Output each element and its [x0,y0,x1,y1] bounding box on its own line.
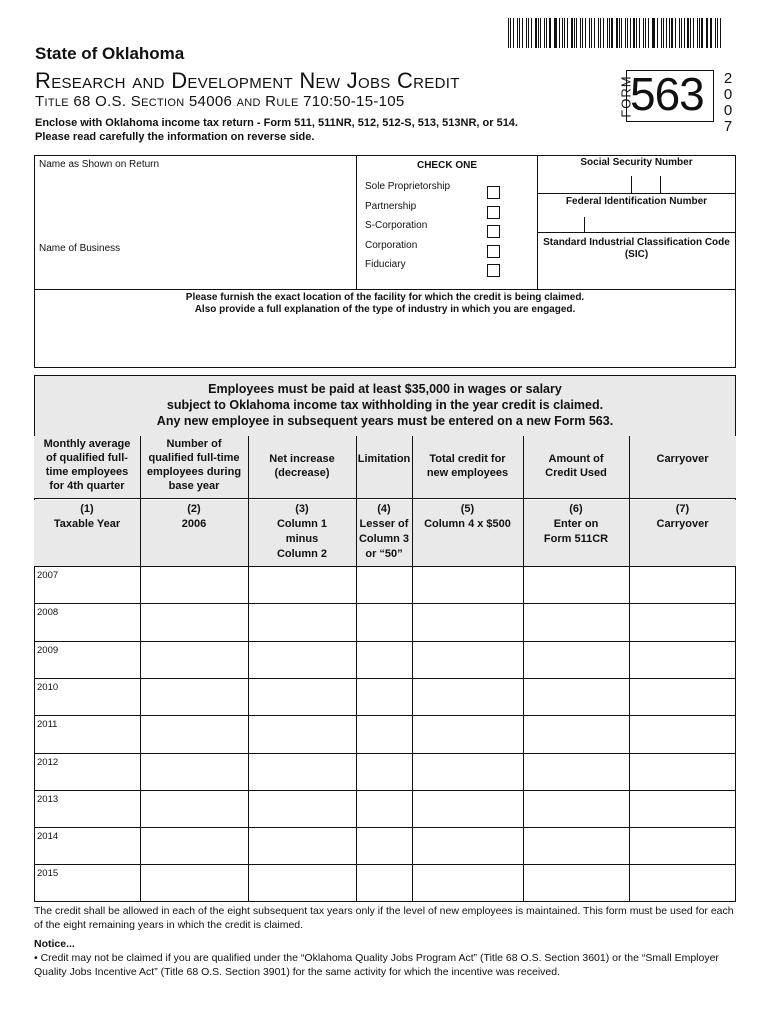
barcode-bar [591,18,593,48]
barcode-bar [643,18,644,48]
entry-cell[interactable] [141,791,247,826]
entry-cell[interactable] [524,828,628,863]
ssn-divider [631,176,632,193]
barcode-bar [639,18,640,48]
barcode-bar [603,18,604,48]
entry-cell[interactable] [141,865,247,900]
instruction-read: Please read carefully the information on reverse side. [35,131,315,143]
column-header-line: Total credit for [429,453,506,465]
entry-cell[interactable] [141,604,247,639]
barcode-bar [540,18,541,48]
entry-cell[interactable] [630,604,735,639]
year-label: 2007 [37,570,59,581]
column-number-line: Column 1 [276,518,328,530]
barcode-bar [594,18,595,48]
entry-cell[interactable] [524,642,628,677]
barcode-bar [600,18,601,48]
instruction-enclose: Enclose with Oklahoma income tax return - Form 511, 511NR, 512, 512-S, 513, 513NR, or 514. [35,117,518,129]
barcode-bar [669,18,670,48]
notice-text: • Credit may not be claimed if you are qualified under the “Oklahoma Quality Jobs Program Act” (Title 68 O.S. Section 3601) or the “Small Employer Quality Jobs Incentive Act” (Title 68 O.S. Section 3901) for the same activity for which the incentive was received. [34,952,719,978]
entry-cell[interactable] [357,828,411,863]
state-name: State of Oklahoma [35,44,185,63]
barcode-bar [508,18,509,48]
entry-cell[interactable] [357,865,411,900]
barcode-bar [544,18,545,48]
barcode-bar [715,18,716,48]
barcode-bar [589,18,590,48]
column-number-header [412,502,523,532]
wage-notice-line-2: subject to Oklahoma income tax withholding in the year credit is claimed. [166,398,604,412]
entity-option-label: Fiduciary [365,259,406,270]
barcode-bar [699,18,700,48]
barcode-bar [538,18,539,48]
barcode-bar [535,18,537,48]
barcode-bar [621,18,622,48]
entry-cell[interactable] [524,567,628,602]
entity-checkbox[interactable] [487,264,500,277]
entry-cell[interactable] [357,754,411,789]
column-header-line: (decrease) [274,467,330,479]
entry-cell[interactable] [249,754,355,789]
entity-checkbox[interactable] [487,245,500,258]
barcode-bar [562,18,563,48]
column-number-line: Form 511CR [543,533,609,545]
year-label: 2010 [37,681,59,693]
barcode-bar [648,18,649,48]
entry-cell[interactable] [141,567,247,602]
ssn-field[interactable] [537,176,736,193]
entry-cell[interactable] [357,716,411,751]
form-title: Research and Development New Jobs Credit [35,68,460,93]
barcode-bar [681,18,682,48]
entry-cell[interactable] [630,567,735,602]
column-header [629,452,736,466]
barcode-bar [576,18,577,48]
location-line-2: Also provide a full explanation of the type of industry in which you are engaged. [194,304,576,315]
barcode-bar [627,18,628,48]
column-header-line: base year [168,480,220,492]
column-number-line: Carryover [656,518,709,530]
check-one-label: CHECK ONE [416,160,477,171]
column-header [412,452,523,480]
entry-cell[interactable] [630,865,735,900]
form-number: 563 [630,68,704,120]
entry-cell[interactable] [249,679,355,714]
divider [34,289,736,290]
column-number-header [523,502,629,547]
column-number-line: (2) [187,503,201,515]
sic-label-text: Standard Industrial Classification Code [543,237,730,248]
column-header-line: Credit Used [545,467,607,479]
barcode-bar [661,18,662,48]
column-number-line: Column 2 [276,548,328,560]
footer [34,904,734,979]
entry-cell[interactable] [524,865,628,900]
year-label: 2012 [37,756,59,768]
barcode-bar [633,18,635,48]
column-number-line: Taxable Year [53,518,121,530]
barcode-bar [517,18,519,48]
wage-notice [34,375,736,437]
barcode-bar [679,18,680,48]
entity-option-label: S-Corporation [365,220,428,231]
column-header-line: Carryover [656,453,709,465]
entity-checkbox[interactable] [487,206,500,219]
barcode-bar [519,18,520,48]
year-digit: 0 [723,86,733,103]
entry-cell[interactable] [413,642,522,677]
entry-cell[interactable] [141,679,247,714]
sic-field[interactable] [537,262,736,289]
entry-cell[interactable] [524,604,628,639]
name-label: Name as Shown on Return [39,159,160,170]
sic-label-sub: (SIC) [624,249,649,260]
entry-cell[interactable] [357,604,411,639]
barcode-bar [630,18,631,48]
column-header [523,452,629,480]
barcode-bar [546,18,547,48]
barcode-bar [653,18,655,48]
barcode-bar [687,18,689,48]
footer-paragraph: The credit shall be allowed in each of the eight subsequent tax years only if the level of new employees is maintained. This form must be used for each of the eight remaining years in which the credit is claimed. [34,905,734,931]
barcode-bar [663,18,664,48]
barcode-bar [697,18,698,48]
column-header-line: Limitation [357,453,411,465]
barcode-bar [690,18,691,48]
column-number-line: (1) [80,503,94,515]
column-header [34,437,140,493]
year-label: 2013 [37,793,59,805]
column-header-line: Net increase [269,453,335,465]
barcode [508,18,724,48]
year-digit: 7 [723,118,733,135]
barcode-bar [528,18,529,48]
barcode-bar [564,18,565,48]
entry-cell[interactable] [413,791,522,826]
entry-cell[interactable] [413,604,522,639]
location-field[interactable] [34,318,736,366]
entry-cell[interactable] [413,865,522,900]
sic-label [537,237,736,261]
column-header-line: for 4th quarter [49,480,125,492]
entry-cell[interactable] [630,754,735,789]
barcode-bar [611,18,613,48]
barcode-bar [675,18,676,48]
divider [537,193,736,194]
wage-notice-line-3: Any new employee in subsequent years must be entered on a new Form 563. [156,414,614,428]
entry-cell[interactable] [141,716,247,751]
barcode-bar [619,18,620,48]
entry-cell[interactable] [249,865,355,900]
entry-cell[interactable] [249,604,355,639]
column-number-line: (5) [460,503,475,515]
barcode-bar [701,18,702,48]
column-number-line: (7) [675,503,690,515]
entry-cell[interactable] [524,679,628,714]
barcode-bar [717,18,718,48]
column-header-line: Monthly average [43,438,131,450]
column-number-line: (4) [377,503,391,515]
entity-option-label: Sole Proprietorship [365,181,451,192]
year-label: 2015 [37,868,59,880]
barcode-bar [571,18,573,48]
entry-cell[interactable] [630,679,735,714]
entry-cell[interactable] [357,642,411,677]
barcode-bar [636,18,637,48]
entry-cell[interactable] [357,567,411,602]
column-header-line: new employees [426,467,509,479]
column-header-line: Amount of [548,453,604,465]
entry-cell[interactable] [249,791,355,826]
entry-cell[interactable] [630,642,735,677]
barcode-bar [645,18,646,48]
barcode-bar [666,18,667,48]
notice-title: Notice... [34,938,75,950]
business-field[interactable] [34,237,357,238]
column-header [248,452,356,480]
entry-cell[interactable] [357,679,411,714]
barcode-bar [510,18,511,48]
entry-cell[interactable] [249,642,355,677]
barcode-bar [526,18,527,48]
ssn-label: Social Security Number [580,157,693,168]
barcode-bar [693,18,694,48]
entry-cell[interactable] [524,716,628,751]
form-subtitle: Title 68 O.S. Section 54006 and Rule 710:50-15-105 [35,93,405,110]
entity-checkbox[interactable] [487,225,500,238]
entity-option-label: Corporation [365,239,418,251]
barcode-bar [585,18,586,48]
location-line-1: Please furnish the exact location of the facility for which the credit is being claimed. [185,292,585,303]
name-field[interactable] [34,155,357,290]
barcode-bar [549,18,551,48]
entry-cell[interactable] [413,716,522,751]
entry-cell[interactable] [249,716,355,751]
year-digit: 2 [723,70,733,87]
location-instructions [34,292,736,316]
wage-notice-line-1: Employees must be paid at least $35,000 in wages or salary [208,382,562,396]
column-header-line: time employees [45,466,129,478]
barcode-bar [652,18,653,48]
business-label: Name of Business [39,243,121,254]
barcode-bar [567,18,568,48]
barcode-bar [513,18,514,48]
column-header [140,437,248,493]
entry-cell[interactable] [141,754,247,789]
entry-cell[interactable] [630,791,735,826]
column-header-line: Number of [166,438,222,450]
column-number-header [629,502,736,532]
entry-cell[interactable] [413,567,522,602]
column-number-header [34,502,140,532]
barcode-bar [609,18,610,48]
column-number-line: Lesser of [359,518,409,530]
entity-option-label: Partnership [365,200,417,212]
divider [537,232,736,233]
barcode-bar [720,18,721,48]
barcode-bar [706,18,707,48]
fein-label: Federal Identification Number [565,196,708,207]
column-number-line: Enter on [553,518,599,530]
barcode-bar [710,18,712,48]
barcode-bar [607,18,608,48]
barcode-bar [522,18,523,48]
entry-cell[interactable] [413,754,522,789]
year-label: 2008 [37,607,59,619]
entry-cell[interactable] [413,828,522,863]
entry-cell[interactable] [413,679,522,714]
barcode-bar [574,18,575,48]
column-number-line: Column 3 [358,533,410,545]
barcode-bar [684,18,685,48]
barcode-bar [598,18,599,48]
column-header-line: employees during [146,466,242,478]
entity-checkbox[interactable] [487,186,500,199]
barcode-bar [625,18,626,48]
column-number-header [140,502,248,532]
year-digit: 0 [723,102,733,119]
column-number-line: or “50” [365,548,403,560]
column-header [356,452,412,466]
year-label: 2014 [37,831,59,843]
barcode-bar [671,18,673,48]
column-number-header [248,502,356,562]
column-number-line: (6) [569,503,583,515]
entry-cell[interactable] [630,716,735,751]
barcode-bar [559,18,560,48]
column-number-line: 2006 [181,518,207,530]
entry-cell[interactable] [141,828,247,863]
barcode-bar [582,18,583,48]
barcode-bar [616,18,617,48]
barcode-bar [531,18,532,48]
column-number-line: (3) [295,503,309,515]
barcode-bar [657,18,658,48]
column-header-line: qualified full-time [148,452,240,464]
barcode-bar [554,18,555,48]
year-label: 2009 [37,644,59,656]
entry-cell[interactable] [524,754,628,789]
fein-field[interactable] [537,215,736,232]
column-number-line: minus [285,533,319,545]
form-label-text: FORM [618,75,634,118]
entry-cell[interactable] [524,791,628,826]
entry-cell[interactable] [141,642,247,677]
column-number-header [356,502,412,562]
fein-divider [584,217,585,232]
barcode-bar [580,18,581,48]
ssn-divider [660,176,661,193]
instructions [35,116,518,144]
barcode-bar [707,18,708,48]
entry-cell[interactable] [630,828,735,863]
column-header-line: of qualified full- [46,452,128,464]
column-number-line: Column 4 x $500 [424,518,511,530]
year-label: 2011 [37,719,58,731]
entry-cell[interactable] [249,567,355,602]
entry-cell[interactable] [249,828,355,863]
entry-cell[interactable] [357,791,411,826]
barcode-bar [555,18,556,48]
